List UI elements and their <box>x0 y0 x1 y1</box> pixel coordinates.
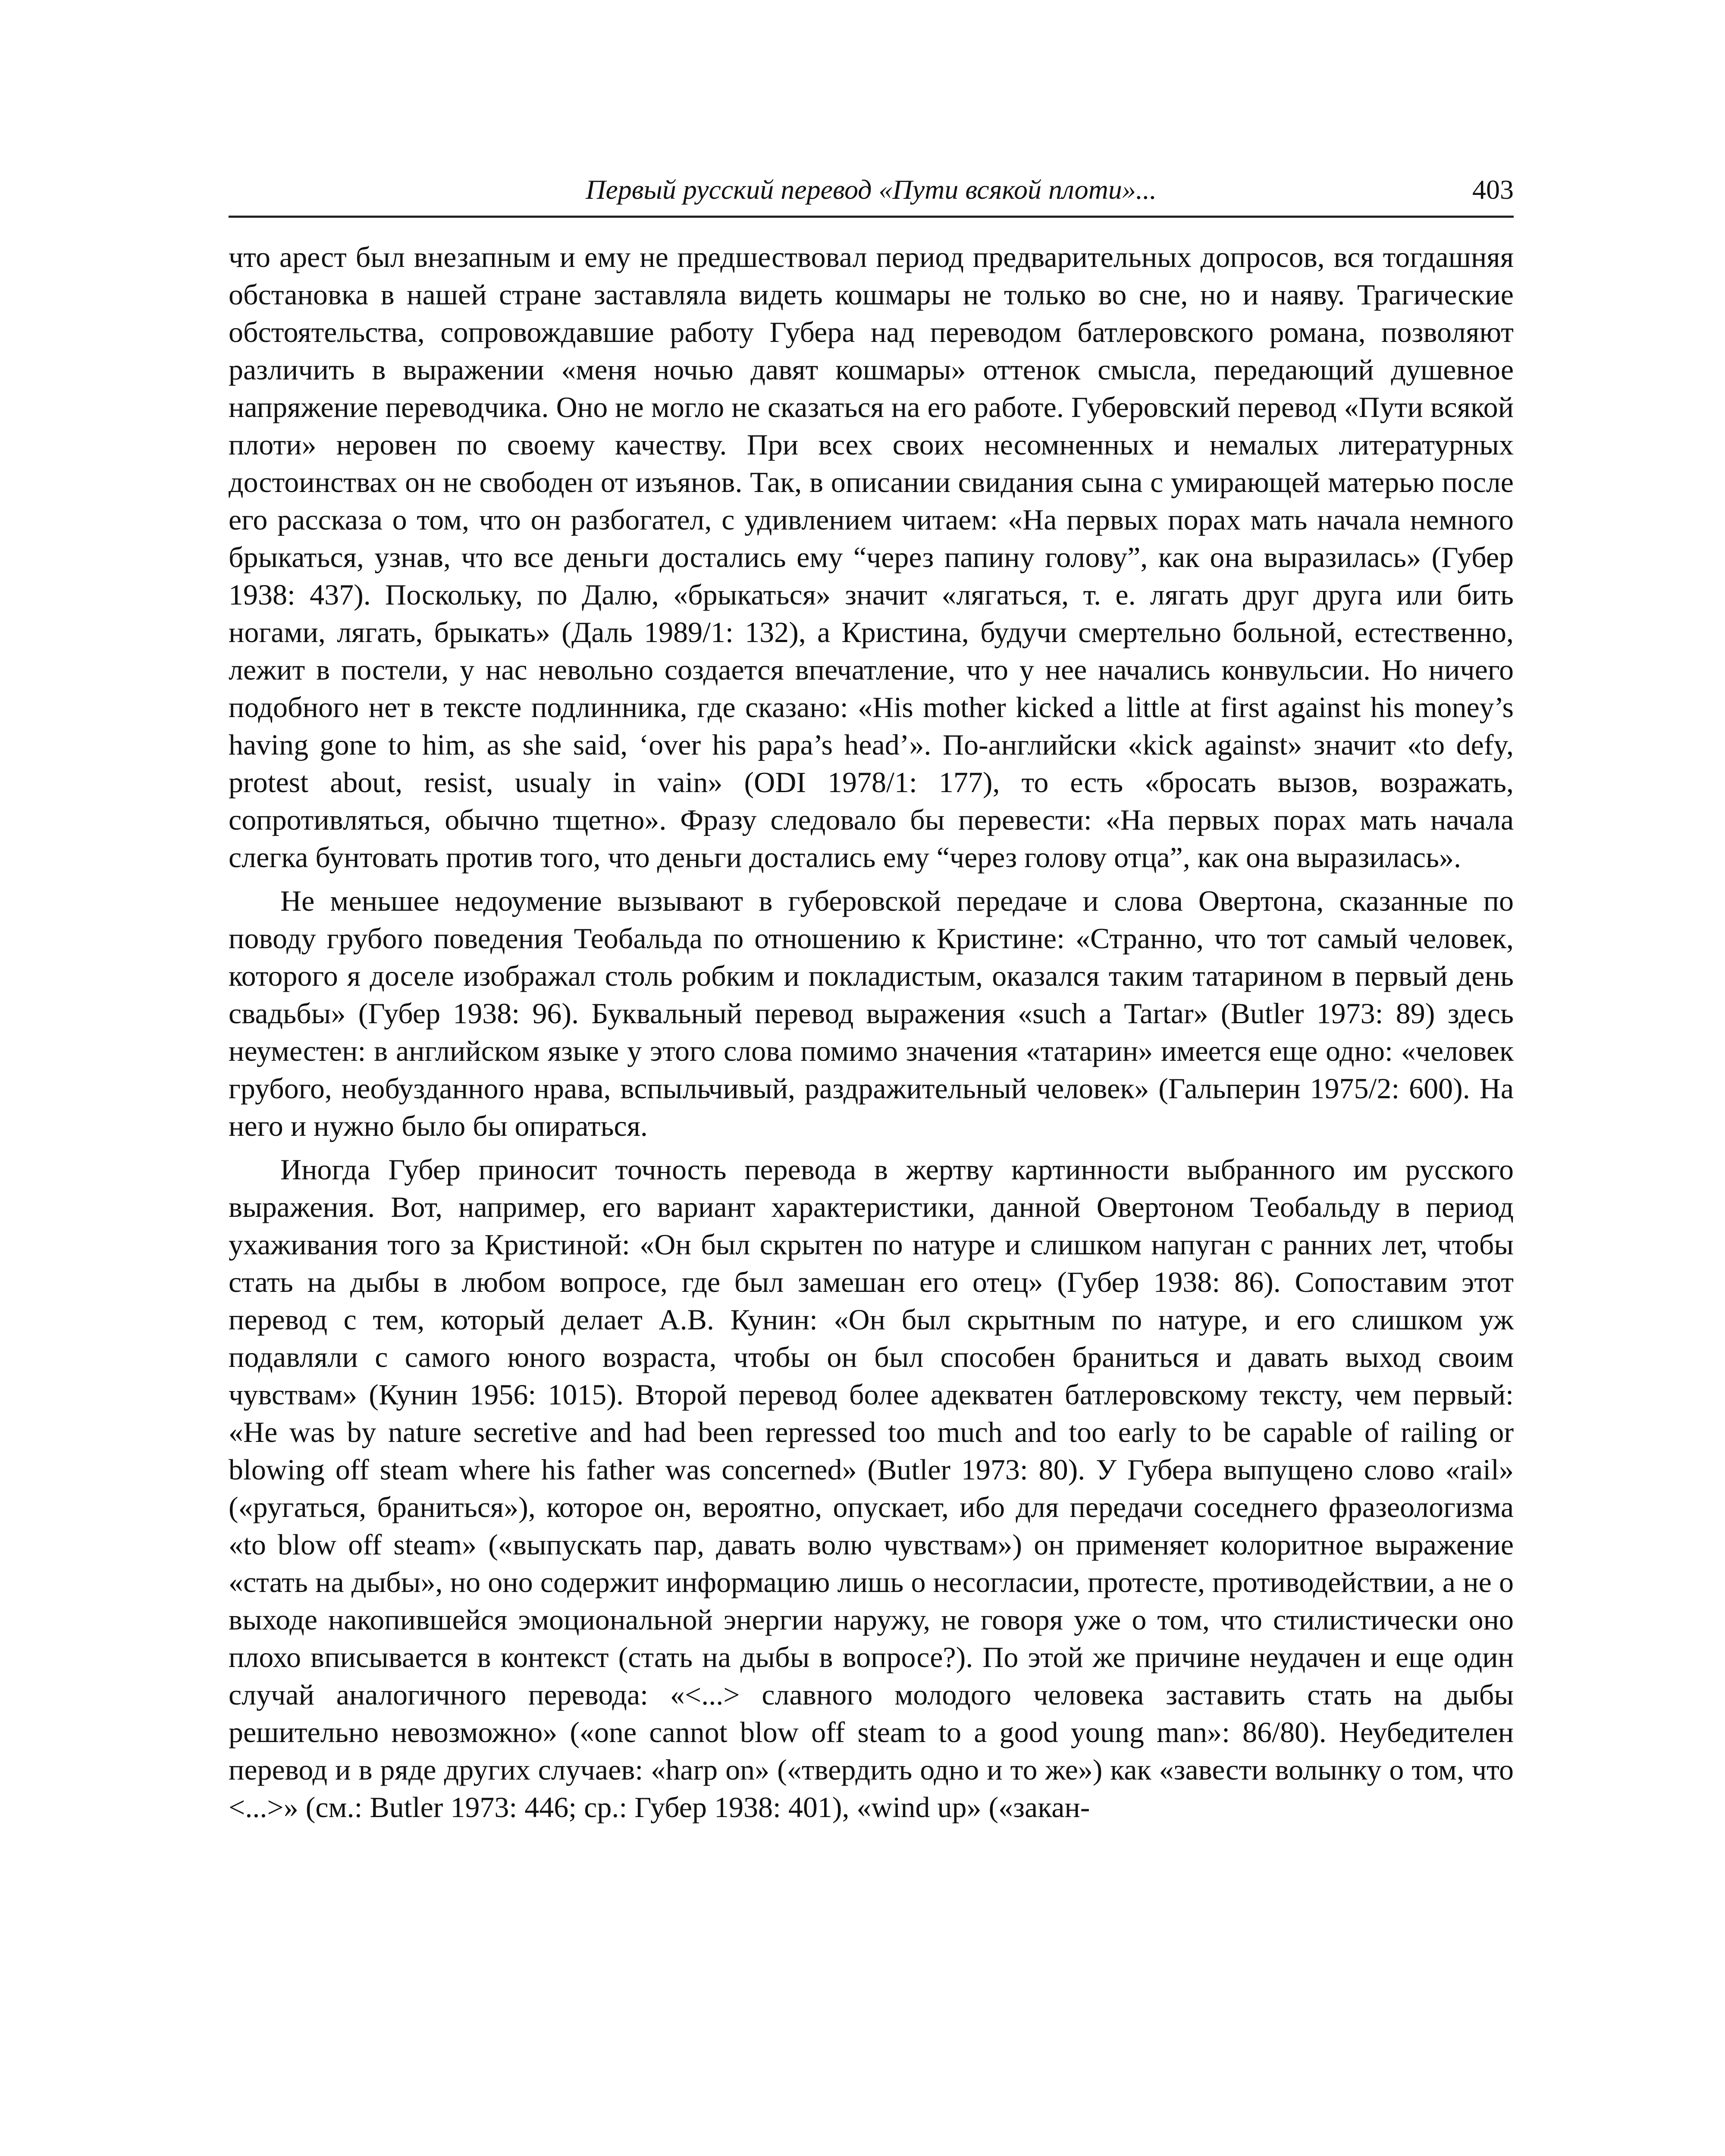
running-title: Первый русский перевод «Пути всякой плоти»... <box>586 174 1157 205</box>
page-number: 403 <box>1472 174 1514 205</box>
paragraph-3: Иногда Губер приносит точность перевода в жертву картинности выбранного им русского выражения. Вот, например, его вариант характеристики, данной Овертоном Теобальду в период ухаживания того за Кристиной: «Он был скрытен по натуре и слишком напуган с ранних лет, чтобы стать на дыбы в любом вопросе, где был замешан его отец» (Губер 1938: 86). Сопоставим этот перевод с тем, который делает А.В. Кунин: «Он был скрытным по натуре, и его слишком уж подавляли с самого юного возраста, чтобы он был способен браниться и давать выход своим чувствам» (Кунин 1956: 1015). Второй перевод более адекватен батлеровскому тексту, чем первый: «He was by nature secretive and had been repressed too much and too early to be capable of railing or blowing off steam where his father was concerned» (Butler 1973: 80). У Губера выпущено слово «rail» («ругаться, браниться»), которое он, вероятно, опускает, ибо для передачи соседнего фразеологизма «to blow off steam» («выпускать пар, давать волю чувствам») он применяет колоритное выражение «стать на дыбы», но оно содержит информацию лишь о несогласии, протесте, противодействии, а не о выходе накопившейся эмоциональной энергии наружу, не говоря уже о том, что стилистически оно плохо вписывается в контекст (стать на дыбы в вопросе?). По этой же причине неудачен и еще один случай аналогичного перевода: «<...> славного молодого человека заставить стать на дыбы решительно невозможно» («one cannot blow off steam to a good young man»: 86/80). Неубедителен перевод и в ряде других случаев: «harp on» («твердить одно и то же») как «завести волынку о том, что <...>» (см.: Butler 1973: 446; ср.: Губер 1938: 401), «wind up» («закан- <box>229 1153 1514 1824</box>
document-page <box>229 168 1514 1826</box>
running-header <box>229 168 1514 218</box>
paragraph-1: что арест был внезапным и ему не предшествовал период предварительных допросов, вся тогдашняя обстановка в нашей стране заставляла видеть кошмары не только во сне, но и наяву. Трагические обстоятельства, сопровождавшие работу Губера над переводом батлеровского романа, позволяют различить в выражении «меня ночью давят кошмары» оттенок смысла, передающий душевное напряжение переводчика. Оно не могло не сказаться на его работе. Губеровский перевод «Пути всякой плоти» неровен по своему качеству. При всех своих несомненных и немалых литературных достоинствах он не свободен от изъянов. Так, в описании свидания сына с умирающей матерью после его рассказа о том, что он разбогател, с удивлением читаем: «На первых порах мать начала немного брыкаться, узнав, что все деньги достались ему “через папину голову”, как она выразилась» (Губер 1938: 437). Поскольку, по Далю, «брыкаться» значит «лягаться, т. е. лягать друг друга или бить ногами, лягать, брыкать» (Даль 1989/1: 132), а Кристина, будучи смертельно больной, естественно, лежит в постели, у нас невольно создается впечатление, что у нее начались конвульсии. Но ничего подобного нет в тексте подлинника, где сказано: «His mother kicked a little at first against his money’s having gone to him, as she said, ‘over his papa’s head’». По-английски «kick against» значит «to defy, protest about, resist, usualy in vain» (ODI 1978/1: 177), то есть «бросать вызов, возражать, сопротивляться, обычно тщетно». Фразу следовало бы перевести: «На первых порах мать начала слегка бунтовать против того, что деньги достались ему “через голову отца”, как она выразилась». <box>229 241 1514 874</box>
paragraph-2: Не меньшее недоумение вызывают в губеровской передаче и слова Овертона, сказанные по поводу грубого поведения Теобальда по отношению к Кристине: «Странно, что тот самый человек, которого я доселе изображал столь робким и покладистым, оказался таким татарином в первый день свадьбы» (Губер 1938: 96). Буквальный перевод выражения «such a Tartar» (Butler 1973: 89) здесь неуместен: в английском языке у этого слова помимо значения «татарин» имеется еще одно: «человек грубого, необузданного нрава, вспыльчивый, раздражительный человек» (Гальперин 1975/2: 600). На него и нужно было бы опираться. <box>229 884 1514 1142</box>
body-text <box>229 238 1514 1826</box>
